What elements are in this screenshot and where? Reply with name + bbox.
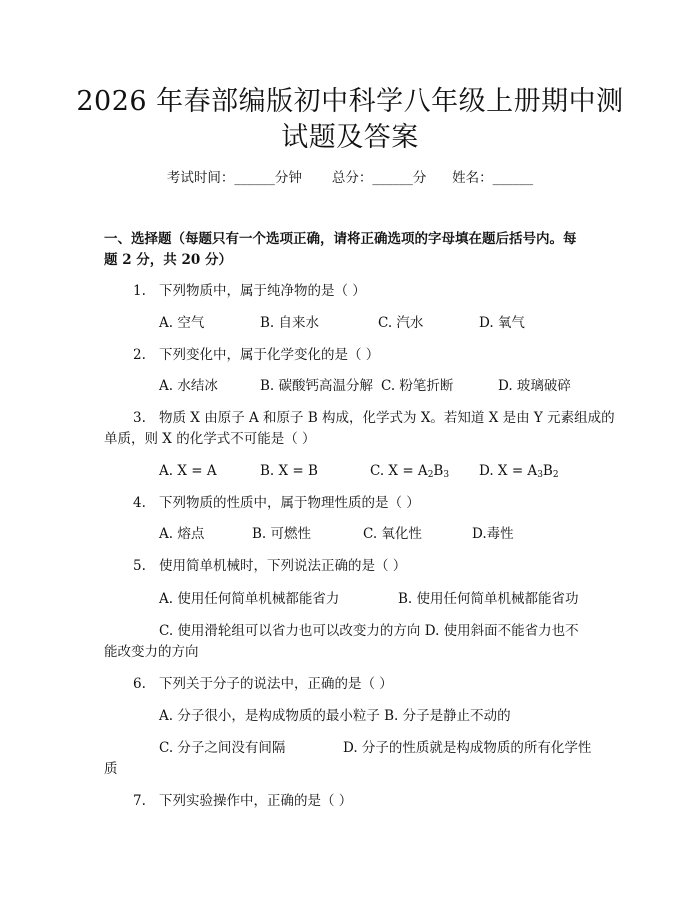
option-d: D. $X = A_3B_2$ [479, 463, 559, 480]
option-a: A. X = A [159, 463, 217, 479]
option-a: A. 使用任何简单机械都能省力 [159, 591, 340, 607]
option-d: D. 氧气 [479, 315, 525, 331]
page-title-line2: 试题及答案 [281, 122, 419, 153]
option-c: C. 氧化性 [363, 526, 422, 542]
option-b: B. X = B [260, 463, 318, 479]
question-3 [133, 408, 615, 428]
question-stem: 使用简单机械时，下列说法正确的是（ ） [159, 558, 407, 574]
question-number: 6. [133, 676, 146, 692]
question-4 [133, 493, 420, 513]
option-c: C. 汽水 [378, 315, 424, 331]
option-b: B. 碳酸钙高温分解 [260, 378, 374, 394]
option-d: D.毒性 [472, 526, 514, 542]
exam-meta [0, 168, 700, 188]
option-c: C. $X = A_2B_3$ [370, 463, 450, 480]
option-d: D. 分子的性质就是构成物质的所有化学性 [343, 740, 592, 756]
option-c: C. 分子之间没有间隔 [159, 740, 286, 756]
question-number: 1. [133, 283, 146, 299]
option-d-continued: 能改变力的方向 [104, 644, 199, 660]
question-stem: 下列变化中，属于化学变化的是（ ） [159, 347, 380, 363]
question-number: 5. [133, 558, 146, 574]
option-d: D. 玻璃破碎 [498, 378, 571, 394]
option-c-d: C. 使用滑轮组可以省力也可以改变力的方向 D. 使用斜面不能省力也不 [159, 623, 579, 639]
question-2 [133, 345, 379, 365]
option-a: A. 熔点 [159, 526, 205, 542]
question-1 [133, 281, 366, 301]
question-number: 7. [133, 793, 146, 809]
question-3-continued: 单质，则 X 的化学式不可能是（ ） [104, 431, 316, 447]
section-heading-line1: 一、选择题（每题只有一个选项正确，请将正确选项的字母填在题后括号内。每 [104, 231, 577, 247]
exam-score: 总分：______分 [331, 170, 427, 186]
question-7 [133, 791, 352, 811]
option-a-b: A. 分子很小，是构成物质的最小粒子 B. 分子是静止不动的 [159, 708, 511, 724]
question-stem: 下列关于分子的说法中，正确的是（ ） [159, 676, 393, 692]
option-b: B. 使用任何简单机械都能省功 [398, 591, 579, 607]
question-number: 2. [133, 347, 146, 363]
question-5 [133, 556, 406, 576]
option-d-continued: 质 [104, 761, 118, 777]
student-name: 姓名：______ [452, 170, 534, 186]
question-stem: 物质 X 由原子 A 和原子 B 构成，化学式为 X。若知道 X 是由 Y 元素组成的 [159, 410, 615, 426]
option-c: C. 粉笔折断 [381, 378, 454, 394]
option-a: A. 水结冰 [159, 378, 218, 394]
option-b: B. 自来水 [260, 315, 320, 331]
exam-time: 考试时间：______分钟 [166, 170, 302, 186]
option-a: A. 空气 [159, 315, 205, 331]
question-number: 4. [133, 495, 146, 511]
option-b: B. 可燃性 [252, 526, 312, 542]
page-title-line1: 2026 年春部编版初中科学八年级上册期中测 [76, 86, 624, 117]
section-heading-line2: 题 2 分，共 20 分） [104, 252, 232, 268]
question-6 [133, 674, 393, 694]
question-stem: 下列物质中，属于纯净物的是（ ） [159, 283, 366, 299]
question-stem: 下列实验操作中，正确的是（ ） [159, 793, 353, 809]
question-number: 3. [133, 410, 146, 426]
question-stem: 下列物质的性质中，属于物理性质的是（ ） [159, 495, 420, 511]
